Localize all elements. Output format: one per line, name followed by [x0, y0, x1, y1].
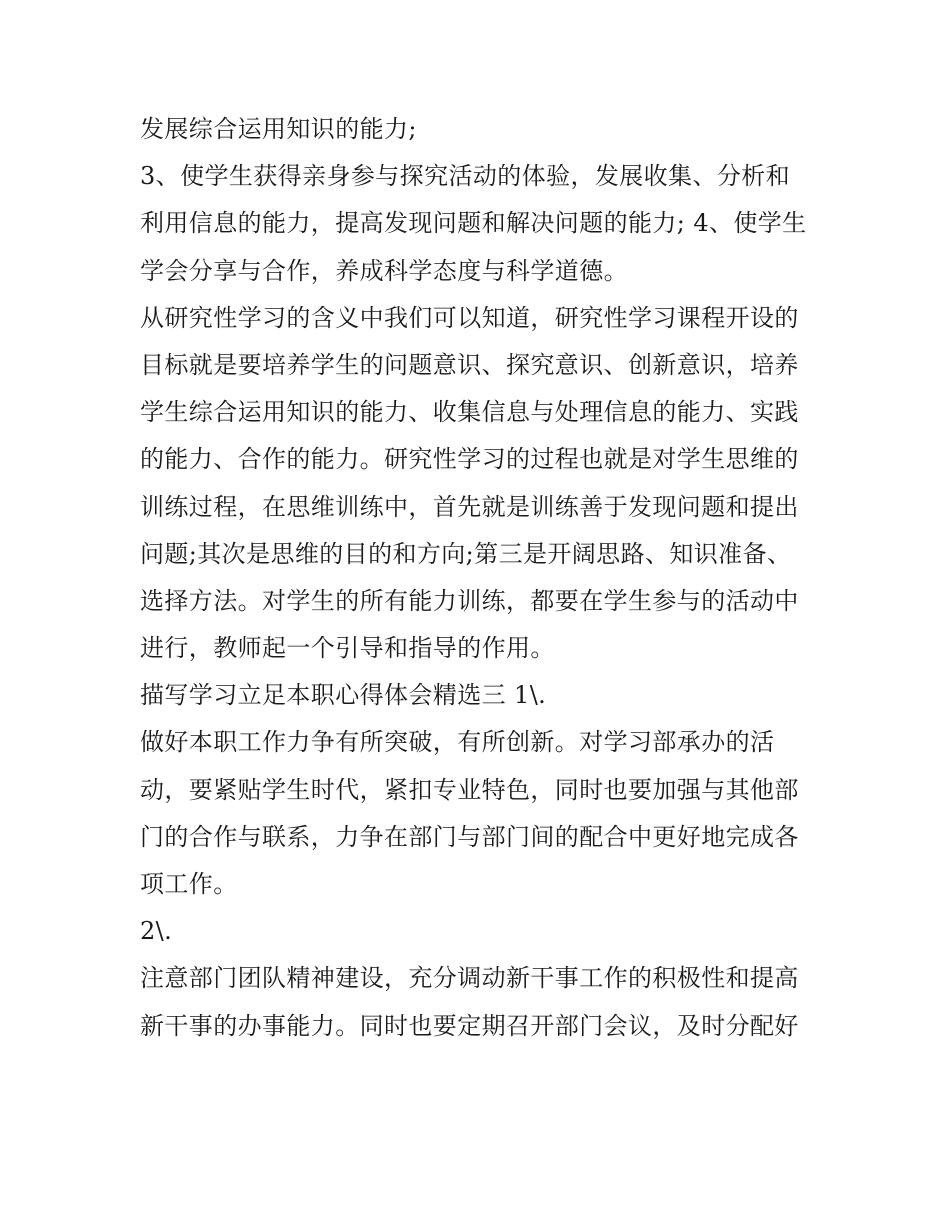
text-line: 利用信息的能力，提高发现问题和解决问题的能力; 4、使学生 — [140, 209, 807, 238]
text-line: 门的合作与联系，力争在部门与部门间的配合中更好地完成各 — [140, 822, 799, 851]
text-line: 学生综合运用知识的能力、收集信息与处理信息的能力、实践 — [140, 398, 799, 427]
text-line: 注意部门团队精神建设，充分调动新干事工作的积极性和提高 — [140, 964, 799, 993]
text-line: 选择方法。对学生的所有能力训练，都要在学生参与的活动中 — [140, 586, 799, 615]
text-line: 目标就是要培养学生的问题意识、探究意识、创新意识，培养 — [140, 350, 799, 379]
text-line: 做好本职工作力争有所突破，有所创新。对学习部承办的活 — [140, 728, 775, 757]
document-body — [140, 106, 820, 1050]
text-line: 进行，教师起一个引导和指导的作用。 — [140, 634, 555, 663]
text-line: 的能力、合作的能力。研究性学习的过程也就是对学生思维的 — [140, 445, 799, 474]
text-line: 训练过程，在思维训练中，首先就是训练善于发现问题和提出 — [140, 492, 799, 521]
section-heading: 描写学习立足本职心得体会精选三 1\. — [140, 681, 547, 710]
text-line: 动，要紧贴学生时代，紧扣专业特色，同时也要加强与其他部 — [140, 775, 799, 804]
text-line: 问题;其次是思维的目的和方向;第三是开阔思路、知识准备、 — [140, 539, 792, 568]
text-line: 新干事的办事能力。同时也要定期召开部门会议，及时分配好 — [140, 1011, 799, 1040]
text-line: 3、使学生获得亲身参与探究活动的体验，发展收集、分析和 — [140, 162, 791, 191]
list-number: 2\. — [140, 917, 173, 946]
text-line: 学会分享与合作，养成科学态度与科学道德。 — [140, 256, 628, 285]
text-line: 项工作。 — [140, 870, 238, 898]
text-line: 发展综合运用知识的能力; — [140, 115, 417, 143]
text-line: 从研究性学习的含义中我们可以知道，研究性学习课程开设的 — [140, 303, 799, 332]
